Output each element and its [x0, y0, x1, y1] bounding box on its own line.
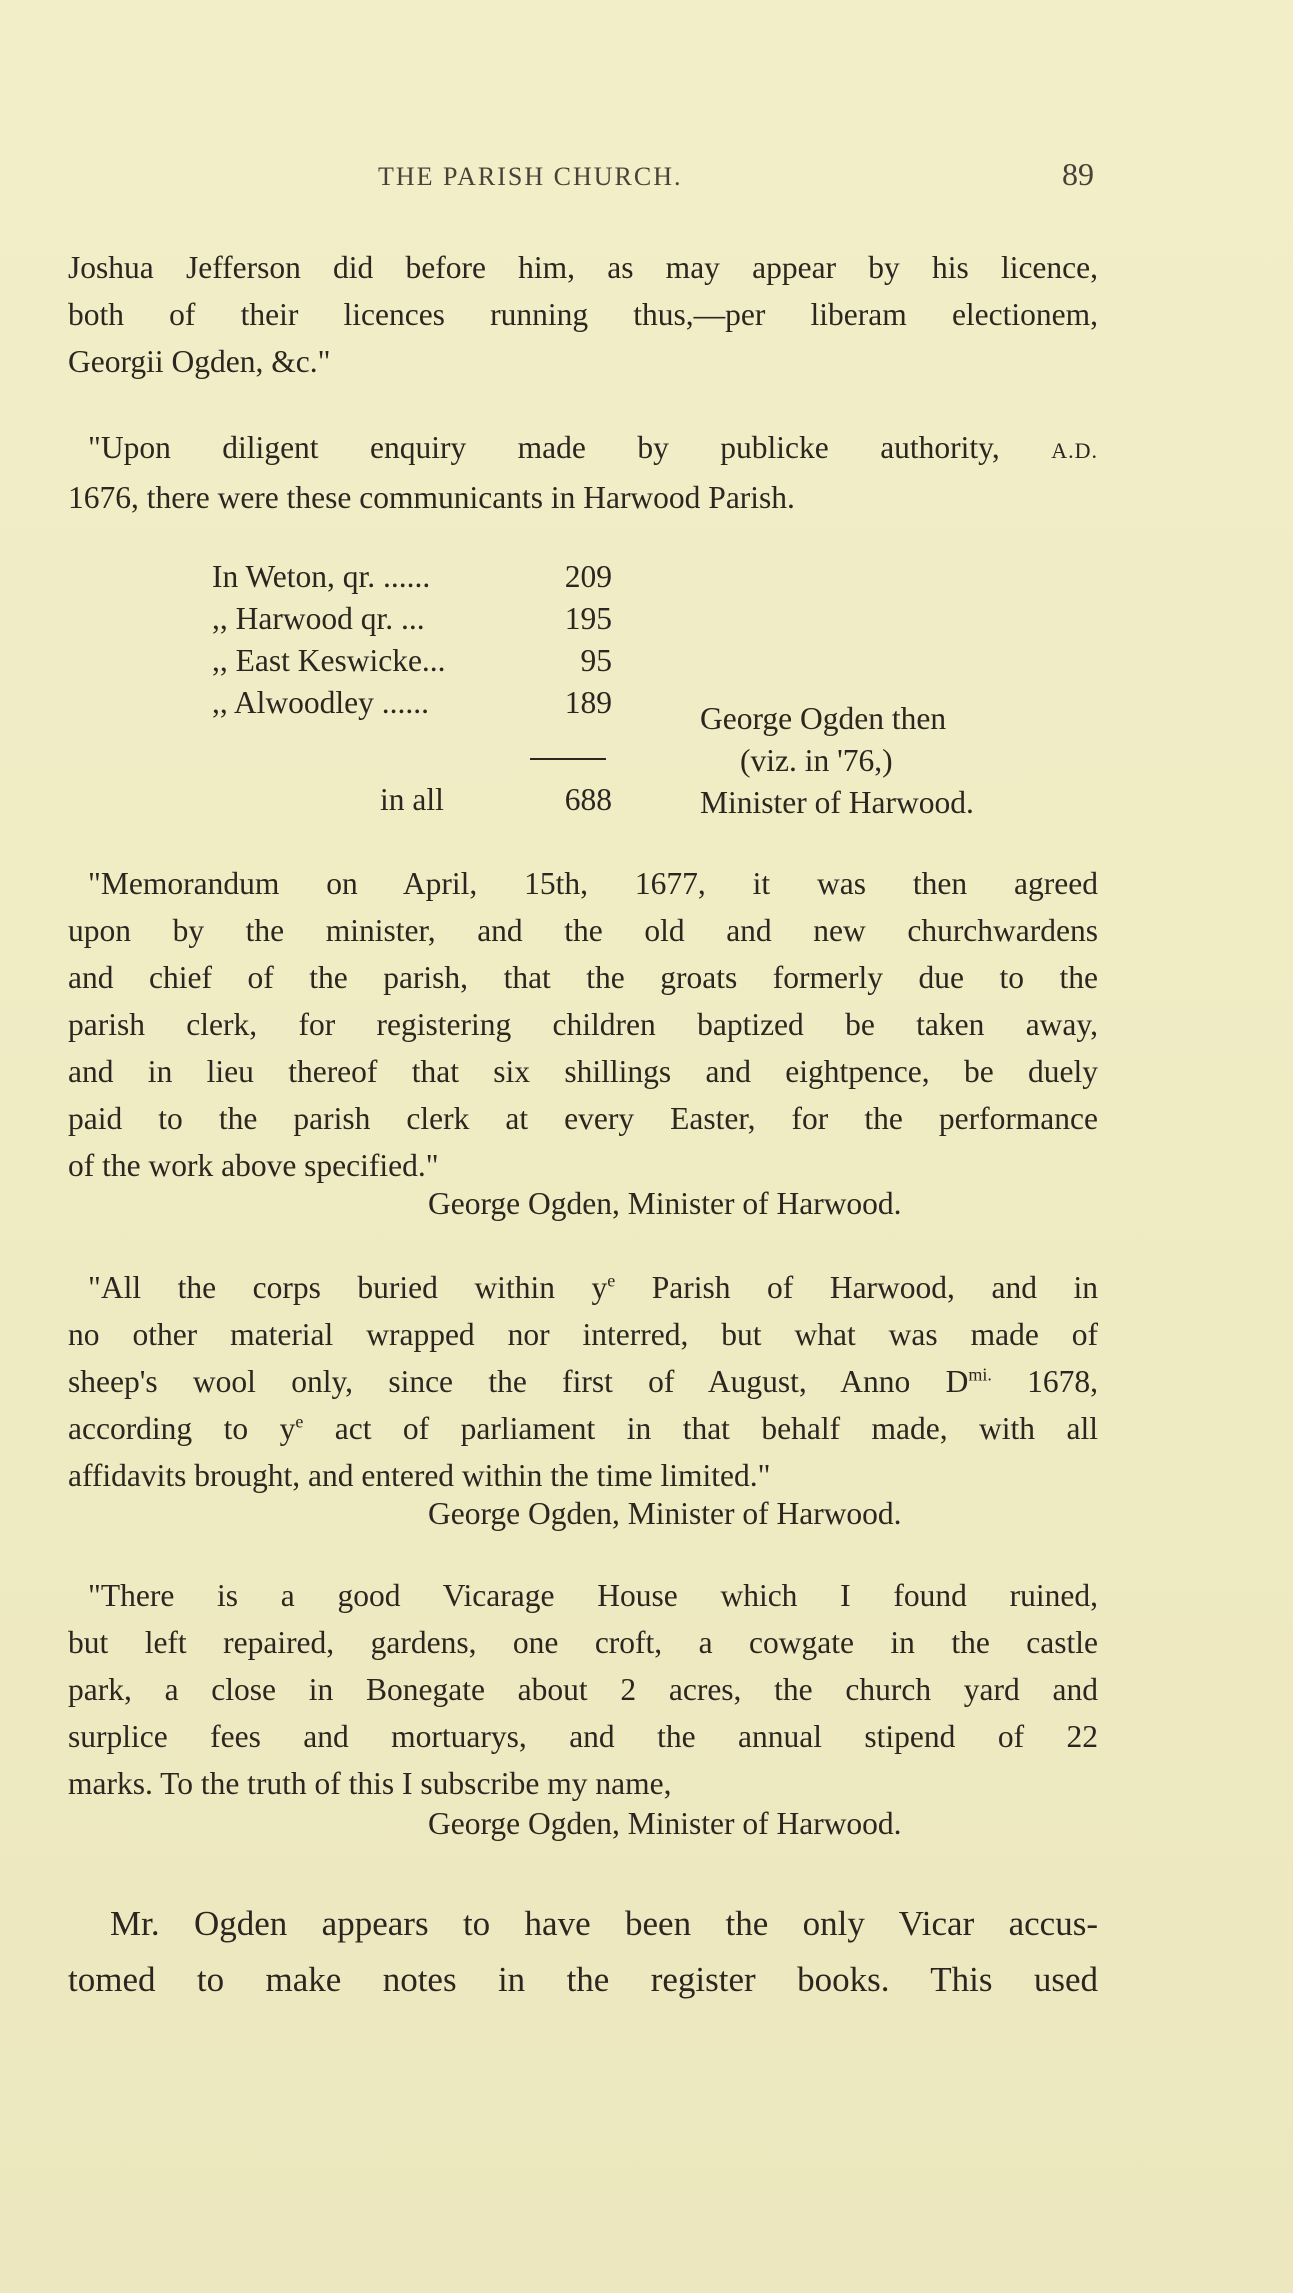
paragraph-enquiry: [68, 424, 1098, 521]
text-line: and in lieu thereof that six shillings and eightpence, be duely: [68, 1054, 1098, 1089]
text-line: [68, 1358, 1098, 1405]
superscript: e: [607, 1270, 616, 1291]
text-line: [68, 1405, 1098, 1452]
text-line: parish clerk, for registering children baptized be taken away,: [68, 1007, 1098, 1042]
row-value: 209: [564, 559, 612, 594]
row-value: 195: [564, 601, 612, 636]
row-name: ,, East Keswicke...: [212, 643, 446, 678]
text-line: [68, 1264, 1098, 1311]
signature-line: George Ogden, Minister of Harwood.: [428, 1186, 902, 1221]
text-line: "There is a good Vicarage House which I found ruined,: [88, 1578, 1098, 1613]
text-line: but left repaired, gardens, one croft, a cowgate in the castle: [68, 1625, 1098, 1660]
text-line: paid to the parish clerk at every Easter, for the performance: [68, 1101, 1098, 1136]
row-value: 189: [564, 685, 612, 720]
text-line: marks. To the truth of this I subscribe my name,: [68, 1766, 672, 1801]
text-line: upon by the minister, and the old and new churchwardens: [68, 913, 1098, 948]
page-header: [0, 156, 1293, 202]
text-span: act of parliament in that behalf made, with all: [303, 1411, 1098, 1446]
row-name: ,, Alwoodley ......: [212, 685, 429, 720]
total-value: 688: [564, 782, 612, 817]
text-line: both of their licences running thus,—per liberam electionem,: [68, 297, 1098, 332]
text-span: 1678,: [991, 1364, 1099, 1399]
signature-line: George Ogden, Minister of Harwood.: [428, 1496, 902, 1531]
text-span: sheep's wool only, since the first of August, Anno D: [68, 1364, 969, 1399]
note-line: (viz. in '76,): [740, 743, 893, 778]
paragraph-burials: [68, 1264, 1098, 1499]
text-line: tomed to make notes in the register books. This used: [68, 1960, 1098, 1999]
text-line: Georgii Ogden, &c.": [68, 344, 331, 379]
text-line: Mr. Ogden appears to have been the only Vicar accus-: [110, 1904, 1098, 1943]
text-line: "Memorandum on April, 15th, 1677, it was then agreed: [88, 866, 1098, 901]
superscript: mi.: [968, 1364, 992, 1385]
row-name: ,, Harwood qr. ...: [212, 601, 425, 636]
text-span: according to y: [68, 1411, 296, 1446]
text-span: A.D.: [1051, 438, 1098, 463]
table-row: [212, 682, 612, 724]
row-name: In Weton, qr. ......: [212, 559, 431, 594]
running-head: THE PARISH CHURCH.: [378, 162, 683, 191]
text-span: "All the corps buried within y: [88, 1270, 608, 1305]
paragraph-memorandum: [68, 860, 1098, 1189]
sum-rule: [530, 758, 606, 760]
paragraph-licence: [68, 244, 1098, 385]
note-line: Minister of Harwood.: [700, 785, 974, 820]
total-label: in all: [380, 782, 444, 817]
minister-note: [700, 698, 1080, 824]
paragraph-closing: [68, 1896, 1098, 2008]
table-row: [212, 640, 612, 682]
text-line: [68, 424, 1098, 474]
text-line: 1676, there were these communicants in Harwood Parish.: [68, 480, 795, 515]
text-line: park, a close in Bonegate about 2 acres, the church yard and: [68, 1672, 1098, 1707]
text-line: Joshua Jefferson did before him, as may appear by his licence,: [68, 250, 1098, 285]
table-row: [212, 598, 612, 640]
signature-line: George Ogden, Minister of Harwood.: [428, 1806, 902, 1841]
note-line: George Ogden then: [700, 701, 947, 736]
text-span: "Upon diligent enquiry made by publicke authority,: [88, 430, 1000, 465]
text-line: no other material wrapped nor interred, but what was made of: [68, 1317, 1098, 1352]
communicants-table: [212, 556, 612, 724]
text-line: surplice fees and mortuarys, and the annual stipend of 22: [68, 1719, 1098, 1754]
paragraph-vicarage: [68, 1572, 1098, 1807]
text-line: of the work above specified.": [68, 1148, 439, 1183]
row-value: 95: [580, 643, 612, 678]
page-number: 89: [1062, 156, 1094, 192]
text-span: Parish of Harwood, and in: [615, 1270, 1098, 1305]
text-line: affidavits brought, and entered within the time limited.": [68, 1458, 771, 1493]
superscript: e: [295, 1411, 304, 1432]
table-row: [212, 556, 612, 598]
text-line: and chief of the parish, that the groats formerly due to the: [68, 960, 1098, 995]
